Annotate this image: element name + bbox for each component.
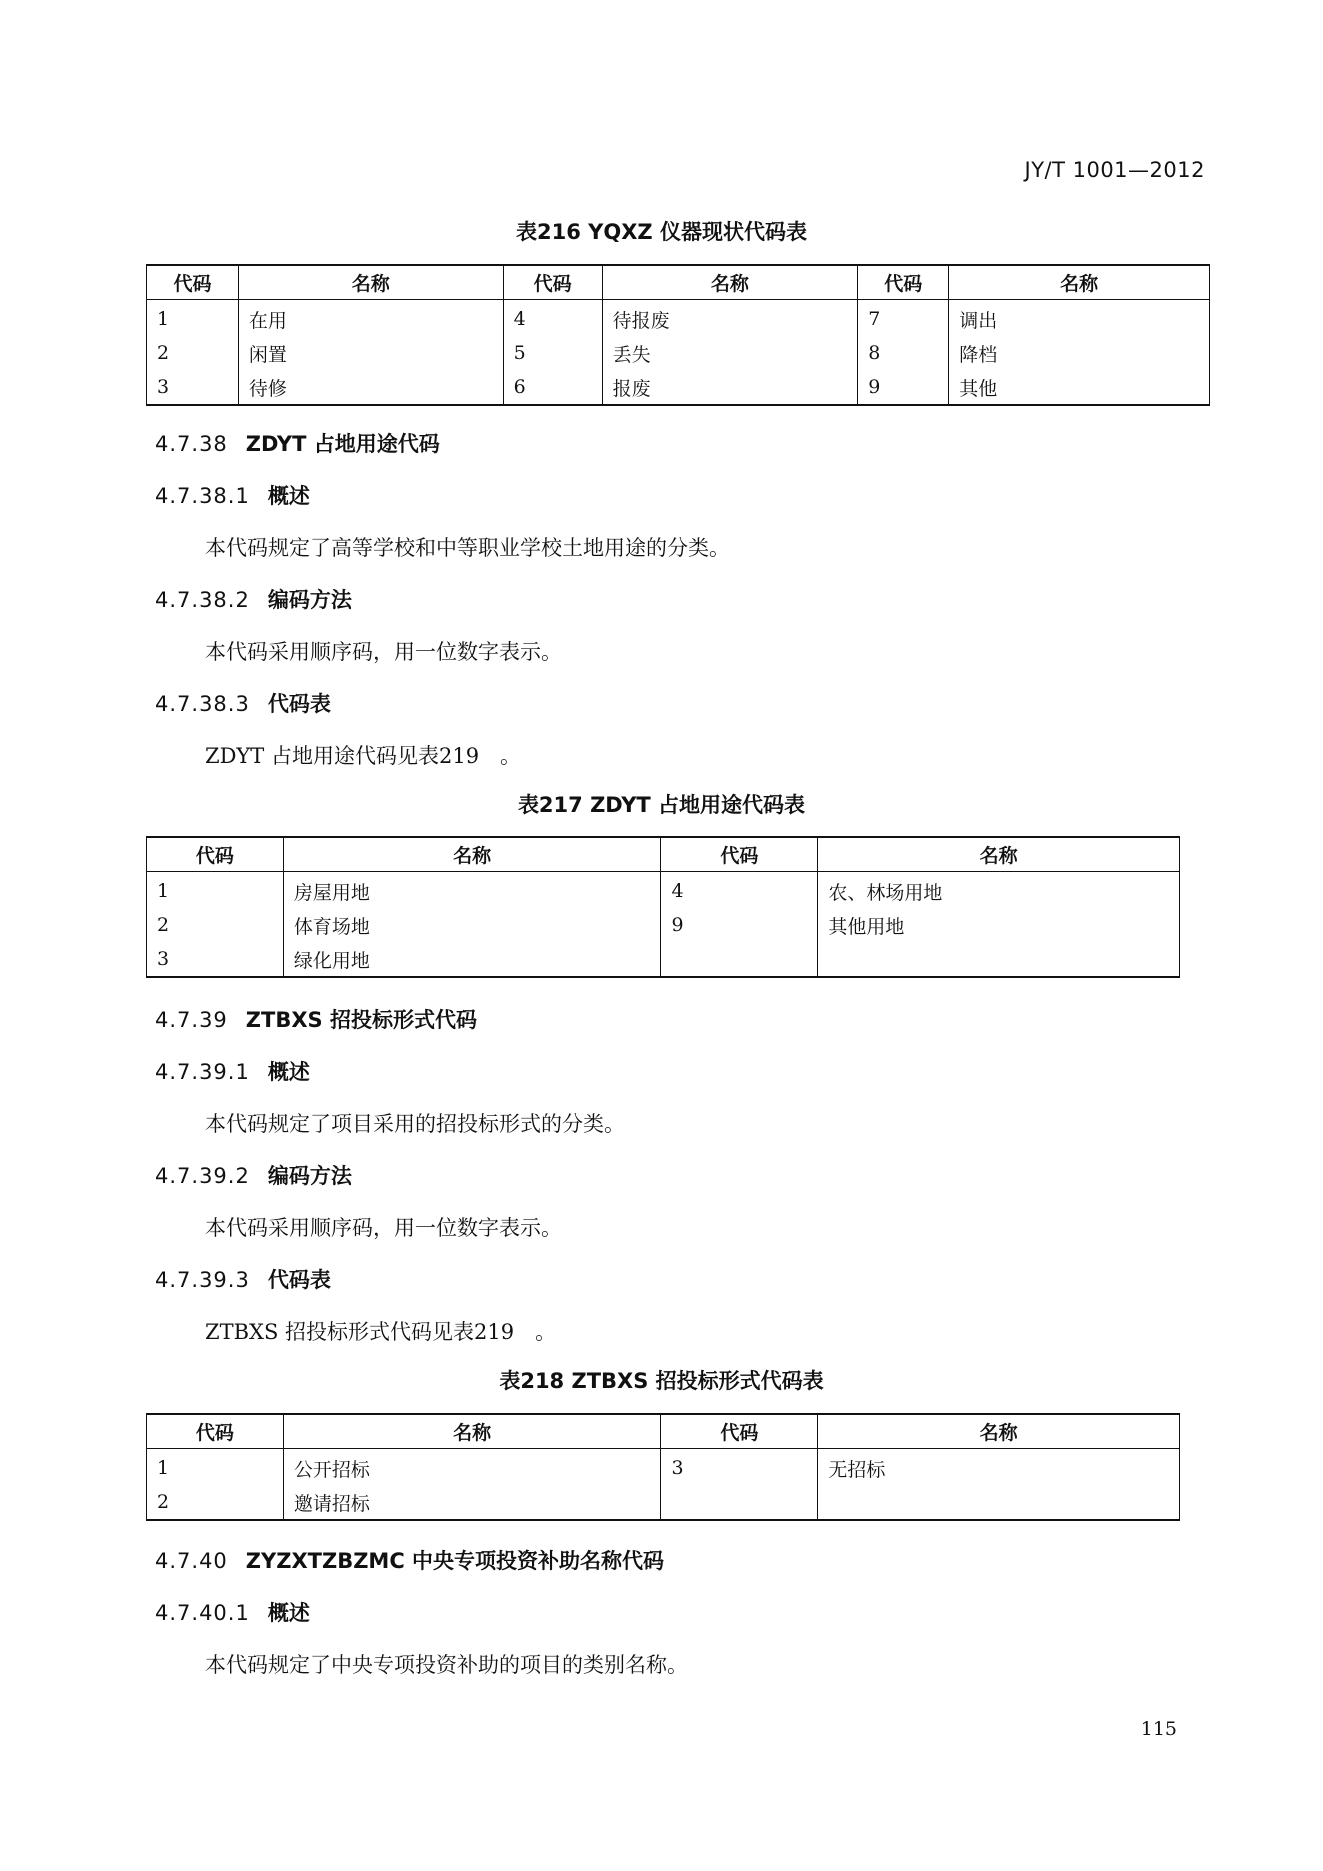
column-header: 代码 xyxy=(661,1414,818,1449)
section-number: 4.7.38 xyxy=(155,432,228,456)
table-cell: 1 xyxy=(147,300,239,337)
paragraph: 本代码规定了中央专项投资补助的项目的类别名称。 xyxy=(205,1653,688,1677)
table-row xyxy=(147,1485,1180,1520)
section-heading-4-7-40 xyxy=(155,1545,664,1575)
column-header: 名称 xyxy=(949,265,1210,300)
table-cell: 闲置 xyxy=(238,336,503,370)
section-heading-4-7-38 xyxy=(155,428,440,458)
table-cell: 体育场地 xyxy=(283,908,661,942)
table-cell: 9 xyxy=(858,370,949,405)
paragraph: 本代码采用顺序码，用一位数字表示。 xyxy=(205,1216,562,1240)
paragraph: 本代码规定了高等学校和中等职业学校土地用途的分类。 xyxy=(205,536,730,560)
table-cell: 3 xyxy=(661,1449,818,1486)
section-title: 概述 xyxy=(267,1060,310,1084)
table-cell: 3 xyxy=(147,942,284,977)
section-title: 编码方法 xyxy=(267,1164,352,1188)
section-heading-4-7-39-2 xyxy=(155,1160,352,1190)
section-heading-4-7-39-3 xyxy=(155,1264,331,1294)
table-row xyxy=(147,872,1180,909)
section-number: 4.7.40 xyxy=(155,1549,228,1573)
table-cell xyxy=(818,1485,1180,1520)
table-cell: 6 xyxy=(503,370,602,405)
table-216-caption: 表216 YQXZ 仪器现状代码表 xyxy=(516,220,807,244)
page-number: 115 xyxy=(1140,1718,1177,1740)
column-header: 名称 xyxy=(283,1414,661,1449)
column-header: 名称 xyxy=(602,265,858,300)
table-header-row xyxy=(147,837,1180,872)
table-cell xyxy=(661,1485,818,1520)
section-title: ZYZXTZBZMC 中央专项投资补助名称代码 xyxy=(245,1549,665,1573)
section-number: 4.7.39 xyxy=(155,1008,228,1032)
section-title: 概述 xyxy=(267,1601,310,1625)
column-header: 代码 xyxy=(503,265,602,300)
section-heading-4-7-39 xyxy=(155,1004,477,1034)
section-heading-4-7-39-1 xyxy=(155,1056,310,1086)
table-row xyxy=(147,336,1210,370)
table-cell: 2 xyxy=(147,336,239,370)
table-216 xyxy=(146,264,1210,406)
table-cell: 1 xyxy=(147,1449,284,1486)
section-number: 4.7.39.3 xyxy=(155,1268,250,1292)
table-cell: 调出 xyxy=(949,300,1210,337)
column-header: 名称 xyxy=(238,265,503,300)
table-cell: 其他用地 xyxy=(818,908,1180,942)
table-217-caption: 表217 ZDYT 占地用途代码表 xyxy=(517,793,806,817)
table-row xyxy=(147,908,1180,942)
table-row xyxy=(147,370,1210,405)
table-218 xyxy=(146,1413,1180,1521)
section-title: 代码表 xyxy=(267,692,331,716)
paragraph: 本代码规定了项目采用的招投标形式的分类。 xyxy=(205,1112,625,1136)
section-title: 代码表 xyxy=(267,1268,331,1292)
section-number: 4.7.38.1 xyxy=(155,484,250,508)
section-heading-4-7-38-1 xyxy=(155,480,310,510)
table-cell: 5 xyxy=(503,336,602,370)
table-cell: 无招标 xyxy=(818,1449,1180,1486)
table-cell: 其他 xyxy=(949,370,1210,405)
section-heading-4-7-38-3 xyxy=(155,688,331,718)
column-header: 代码 xyxy=(858,265,949,300)
table-cell: 丢失 xyxy=(602,336,858,370)
section-number: 4.7.38.2 xyxy=(155,588,250,612)
section-number: 4.7.38.3 xyxy=(155,692,250,716)
column-header: 代码 xyxy=(147,265,239,300)
table-row xyxy=(147,300,1210,337)
table-cell: 7 xyxy=(858,300,949,337)
column-header: 代码 xyxy=(661,837,818,872)
table-row xyxy=(147,942,1180,977)
standard-code: JY/T 1001—2012 xyxy=(1024,158,1205,182)
table-header-row xyxy=(147,1414,1180,1449)
table-cell: 在用 xyxy=(238,300,503,337)
section-heading-4-7-40-1 xyxy=(155,1597,310,1627)
column-header: 名称 xyxy=(818,1414,1180,1449)
column-header: 代码 xyxy=(147,1414,284,1449)
column-header: 名称 xyxy=(283,837,661,872)
column-header: 名称 xyxy=(818,837,1180,872)
column-header: 代码 xyxy=(147,837,284,872)
table-cell: 4 xyxy=(661,872,818,909)
table-cell: 公开招标 xyxy=(283,1449,661,1486)
section-number: 4.7.40.1 xyxy=(155,1601,250,1625)
section-title: 编码方法 xyxy=(267,588,352,612)
table-cell: 4 xyxy=(503,300,602,337)
table-header-row xyxy=(147,265,1210,300)
section-heading-4-7-38-2 xyxy=(155,584,352,614)
table-cell: 报废 xyxy=(602,370,858,405)
section-title: ZDYT 占地用途代码 xyxy=(245,432,440,456)
table-cell: 1 xyxy=(147,872,284,909)
section-title: 概述 xyxy=(267,484,310,508)
table-217 xyxy=(146,836,1180,978)
paragraph: 本代码采用顺序码，用一位数字表示。 xyxy=(205,640,562,664)
table-cell: 待修 xyxy=(238,370,503,405)
table-cell: 2 xyxy=(147,1485,284,1520)
table-cell: 绿化用地 xyxy=(283,942,661,977)
section-title: ZTBXS 招投标形式代码 xyxy=(245,1008,477,1032)
table-cell: 邀请招标 xyxy=(283,1485,661,1520)
paragraph: ZTBXS 招投标形式代码见表219 。 xyxy=(205,1320,557,1344)
table-cell: 3 xyxy=(147,370,239,405)
paragraph: ZDYT 占地用途代码见表219 。 xyxy=(205,744,522,768)
table-cell: 8 xyxy=(858,336,949,370)
table-cell: 降档 xyxy=(949,336,1210,370)
table-cell: 待报废 xyxy=(602,300,858,337)
section-number: 4.7.39.2 xyxy=(155,1164,250,1188)
table-cell xyxy=(818,942,1180,977)
table-218-caption: 表218 ZTBXS 招投标形式代码表 xyxy=(499,1369,824,1393)
table-cell: 9 xyxy=(661,908,818,942)
table-cell: 2 xyxy=(147,908,284,942)
table-cell: 农、林场用地 xyxy=(818,872,1180,909)
table-cell: 房屋用地 xyxy=(283,872,661,909)
section-number: 4.7.39.1 xyxy=(155,1060,250,1084)
table-row xyxy=(147,1449,1180,1486)
table-cell xyxy=(661,942,818,977)
